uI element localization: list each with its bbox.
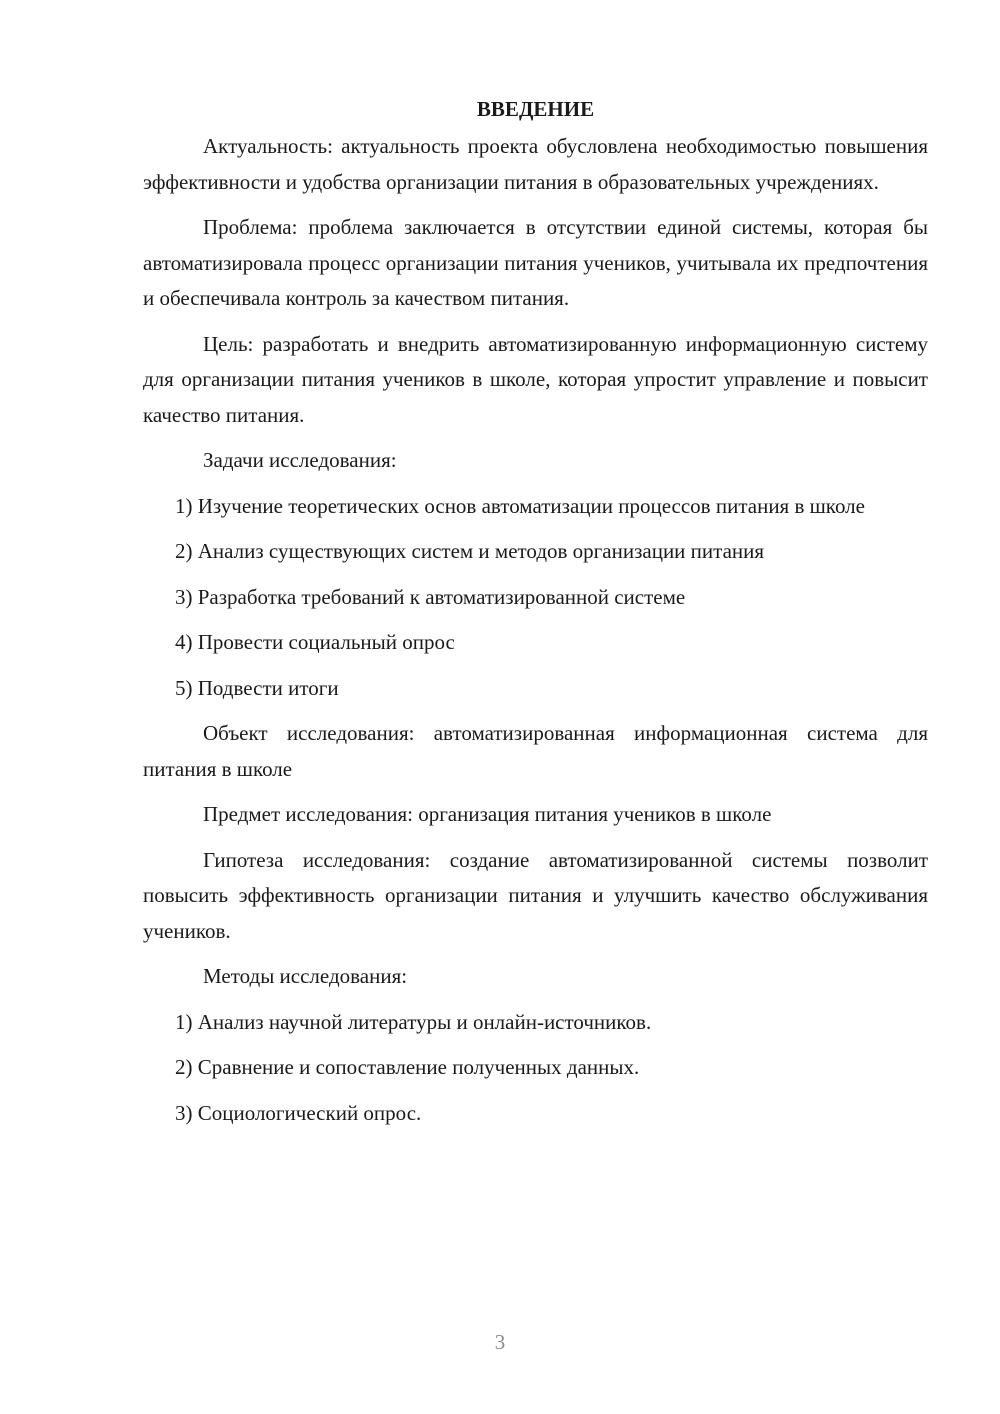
list-item-task-5: 5) Подвести итоги bbox=[175, 675, 339, 700]
page-number: 3 bbox=[494, 1330, 506, 1354]
list-item-task-1: 1) Изучение теоретических основ автоматизации процессов питания в школе bbox=[175, 493, 865, 518]
paragraph-goal: Цель: разработать и внедрить автоматизированную информационную систему для организации питания учеников в школе, которая упростит управление и повысит качество питания. bbox=[143, 331, 928, 427]
list-item-task-3: 3) Разработка требований к автоматизированной системе bbox=[175, 584, 686, 609]
list-item-task-2: 2) Анализ существующих систем и методов организации питания bbox=[175, 539, 765, 563]
list-item-method-1: 1) Анализ научной литературы и онлайн-источников. bbox=[175, 1009, 652, 1034]
paragraph-tasks-heading: Задачи исследования: bbox=[203, 448, 397, 472]
list-item-method-2: 2) Сравнение и сопоставление полученных данных. bbox=[175, 1055, 640, 1079]
paragraph-hypothesis: Гипотеза исследования: создание автоматизированной системы позволит повысить эффективность организации питания и улучшить качество обслуживания учеников. bbox=[143, 847, 928, 943]
paragraph-subject: Предмет исследования: организация питания учеников в школе bbox=[203, 802, 772, 826]
paragraph-methods-heading: Методы исследования: bbox=[203, 964, 408, 988]
paragraph-object: Объект исследования: автоматизированная информационная система для питания в школе bbox=[143, 721, 928, 781]
paragraph-problem: Проблема: проблема заключается в отсутствии единой системы, которая бы автоматизировала процесс организации питания учеников, учитывала их предпочтения и обеспечивала контроль за качеством питания. bbox=[143, 215, 928, 310]
document-page bbox=[143, 92, 928, 1141]
list-item-method-3: 3) Социологический опрос. bbox=[175, 1100, 422, 1125]
section-title: ВВЕДЕНИЕ bbox=[476, 97, 595, 121]
list-item-task-4: 4) Провести социальный опрос bbox=[175, 630, 455, 654]
paragraph-relevance: Актуальность: актуальность проекта обусловлена необходимостью повышения эффективности и удобства организации питания в образовательных учреждениях. bbox=[143, 134, 928, 194]
